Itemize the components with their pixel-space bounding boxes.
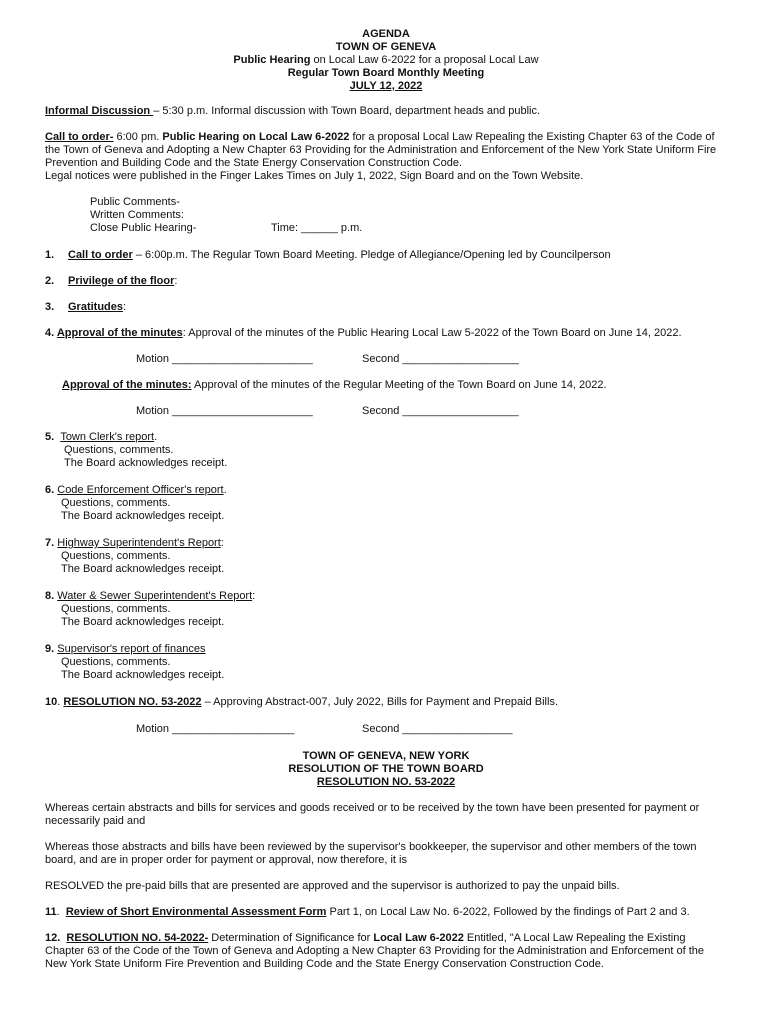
item-8: [45, 590, 727, 629]
item-10-text: – Approving Abstract-007, July 2022, Bills for Payment and Prepaid Bills.: [201, 696, 558, 708]
legal-notices: Legal notices were published in the Finger Lakes Times on July 1, 2022, Sign Board and on the Town Website.: [45, 170, 584, 182]
header-hearing-rest: on Local Law 6-2022 for a proposal Local Law: [310, 54, 539, 66]
item-3-label: Gratitudes: [68, 301, 124, 313]
item-6-ack: The Board acknowledges receipt.: [61, 510, 225, 522]
item-1-text: – 6:00p.m. The Regular Town Board Meeting. Pledge of Allegiance/Opening led by Councilperson: [132, 249, 611, 261]
second-field-2[interactable]: Second ___________________: [362, 405, 519, 417]
item-10: 10. RESOLUTION NO. 53-2022 – Approving Abstract-007, July 2022, Bills for Payment and Prepaid Bills.: [45, 696, 558, 708]
item-8-label: Water & Sewer Superintendent's Report: [57, 590, 253, 602]
item-12-text-1: Determination of Significance for: [208, 932, 374, 944]
item-1-label: Call to order: [68, 249, 133, 261]
item-7-end: :: [220, 537, 224, 549]
item-11-label: Review of Short Environmental Assessment Form: [65, 906, 327, 918]
motion-field-3[interactable]: Motion ____________________: [136, 723, 295, 735]
item-7-heading: [45, 537, 727, 550]
written-comments: Written Comments:: [90, 209, 184, 221]
header-date: JULY 12, 2022: [349, 80, 423, 92]
close-hearing-time: Time: ______ p.m.: [271, 222, 363, 234]
item-3-number: 3.: [45, 301, 55, 313]
item-5: [45, 431, 727, 470]
informal-label: Informal Discussion: [45, 105, 154, 117]
resolution-para-1: Whereas certain abstracts and bills for services and goods received or to be received by the town have been presented for payment or necessarily paid and: [45, 802, 700, 827]
motion-row-3: [45, 723, 727, 736]
header-agenda: AGENDA: [362, 28, 410, 40]
item-8-ack: The Board acknowledges receipt.: [61, 616, 225, 628]
item-12-number: 12.: [45, 932, 61, 944]
agenda-page: [45, 28, 727, 971]
header-meeting: Regular Town Board Monthly Meeting: [287, 67, 485, 79]
resolution-board: RESOLUTION OF THE TOWN BOARD: [288, 763, 484, 775]
item-6-heading: [45, 484, 727, 497]
call-to-order-hearing: [45, 131, 727, 183]
item-4: [45, 327, 727, 340]
item-12-bold: Local Law 6-2022: [373, 932, 464, 944]
item-2-text: :: [174, 275, 178, 287]
item-7: [45, 537, 727, 576]
item-8-questions: Questions, comments.: [61, 603, 171, 615]
item-12: [45, 932, 727, 971]
resolution-header: [45, 750, 727, 789]
item-4b-text: Approval of the minutes of the Regular Meeting of the Town Board on June 14, 2022.: [191, 379, 607, 391]
header-hearing-bold: Public Hearing: [233, 54, 311, 66]
call-order-label: Call to order-: [45, 131, 114, 143]
public-comments: Public Comments-: [90, 196, 180, 208]
item-4-number: 4.: [45, 327, 57, 339]
item-4b-label: Approval of the minutes:: [62, 379, 192, 391]
item-12-label: RESOLUTION NO. 54-2022-: [66, 932, 209, 944]
motion-field-1[interactable]: Motion _______________________: [136, 353, 313, 365]
resolution-para-2: Whereas those abstracts and bills have been reviewed by the supervisor's bookkeeper, the supervisor and other members of the town board, and are in proper order for payment or approval, now therefore, it is: [45, 841, 697, 866]
item-3: [45, 301, 727, 314]
item-6-questions: Questions, comments.: [61, 497, 171, 509]
item-8-heading: [45, 590, 727, 603]
motion-field-2[interactable]: Motion _______________________: [136, 405, 313, 417]
item-7-questions: Questions, comments.: [61, 550, 171, 562]
item-9-heading: [45, 643, 727, 656]
item-2-label: Privilege of the floor: [68, 275, 175, 287]
resolution-town: TOWN OF GENEVA, NEW YORK: [302, 750, 470, 762]
informal-discussion: [45, 105, 727, 118]
item-7-label: Highway Superintendent's Report: [57, 537, 221, 549]
header-hearing: [45, 54, 727, 67]
item-5-ack: The Board acknowledges receipt.: [64, 457, 228, 469]
second-field-3[interactable]: Second __________________: [362, 723, 513, 735]
informal-text: – 5:30 p.m. Informal discussion with Town Board, department heads and public.: [153, 105, 541, 117]
motion-row-1: [45, 353, 727, 366]
item-7-number: 7.: [45, 537, 55, 549]
item-6-end: .: [223, 484, 227, 496]
item-3-text: :: [123, 301, 127, 313]
item-2: [45, 275, 727, 288]
item-9-label: Supervisor's report of finances: [57, 643, 206, 655]
item-8-number: 8.: [45, 590, 55, 602]
item-6: [45, 484, 727, 523]
item-8-end: :: [252, 590, 256, 602]
close-hearing: Close Public Hearing-: [90, 222, 197, 234]
item-4b: [45, 379, 727, 392]
second-field-1[interactable]: Second ___________________: [362, 353, 519, 365]
item-11-number: 11: [45, 906, 57, 918]
item-4-label: Approval of the minutes: [56, 327, 183, 339]
item-11: 11. Review of Short Environmental Assessment Form Part 1, on Local Law No. 6-2022, Followed by the findings of Part 2 and 3.: [45, 906, 690, 918]
hearing-list: [45, 196, 727, 235]
item-2-number: 2.: [45, 275, 55, 287]
agenda-header: [45, 28, 727, 93]
item-11-text: Part 1, on Local Law No. 6-2022, Followed by the findings of Part 2 and 3.: [326, 906, 690, 918]
item-10-number: 10: [45, 696, 58, 708]
call-order-paragraph: [45, 131, 727, 170]
item-9-ack: The Board acknowledges receipt.: [61, 669, 225, 681]
call-order-bold: Public Hearing on Local Law 6-2022: [162, 131, 350, 143]
item-9-number: 9.: [45, 643, 55, 655]
motion-row-2: [45, 405, 727, 418]
call-order-time: 6:00 pm.: [113, 131, 163, 143]
item-7-ack: The Board acknowledges receipt.: [61, 563, 225, 575]
item-5-number: 5.: [45, 431, 55, 443]
close-hearing-row: [90, 222, 727, 235]
item-5-label: Town Clerk's report: [60, 431, 155, 443]
item-4-text: : Approval of the minutes of the Public Hearing Local Law 5-2022 of the Town Board on June 14, 2022.: [182, 327, 682, 339]
call-order-text: for a proposal Local Law Repealing the Existing Chapter 63 of the Code of the Town of Geneva and Adopting a New Chapter 63 Providing for the Administration and Enforcement of the New York State Uniform Fire Prevention and Building Code and the State Energy Conservation Construction Code.: [45, 131, 717, 169]
item-12-text-2: Entitled, "A Local Law Repealing the Existing Chapter 63 of the Code of the Town of Geneva and Adopting a New Chapter 63 Providing for the Administration and Enforcement of the New York State Uniform Fire Prevention and Building Code and the State Energy Conservation Construction Code.: [45, 932, 704, 970]
resolution-para-3: RESOLVED the pre-paid bills that are presented are approved and the supervisor is authorized to pay the unpaid bills.: [45, 880, 620, 892]
item-9: [45, 643, 727, 682]
header-town: TOWN OF GENEVA: [335, 41, 437, 53]
item-5-end: .: [154, 431, 158, 443]
item-9-questions: Questions, comments.: [61, 656, 171, 668]
item-6-label: Code Enforcement Officer's report: [57, 484, 224, 496]
item-6-number: 6.: [45, 484, 55, 496]
resolution-number: RESOLUTION NO. 53-2022: [316, 776, 456, 788]
item-1: [45, 249, 727, 262]
item-5-questions: Questions, comments.: [64, 444, 174, 456]
item-10-label: RESOLUTION NO. 53-2022: [63, 696, 202, 708]
item-5-heading: [45, 431, 727, 444]
item-1-number: 1.: [45, 249, 55, 261]
